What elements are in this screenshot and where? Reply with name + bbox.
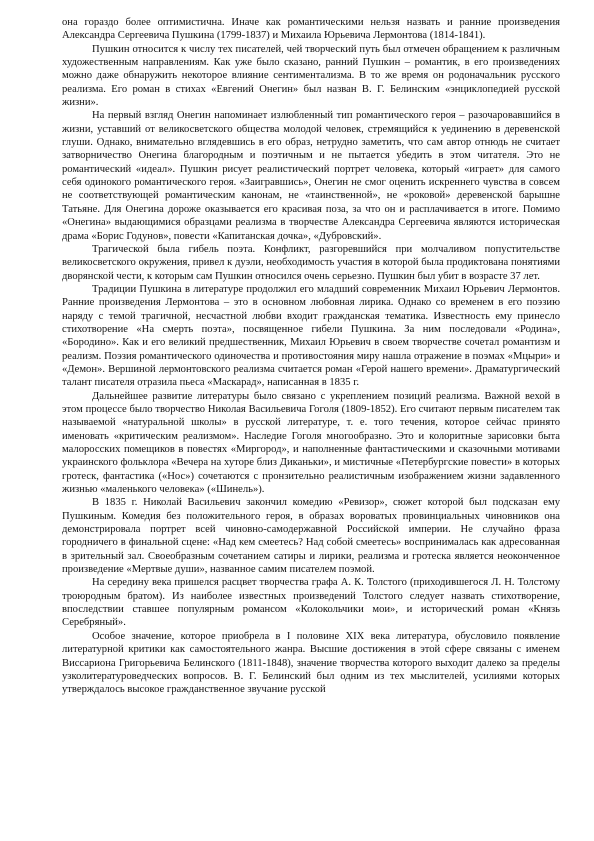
paragraph-lermontov: Традиции Пушкина в литературе продолжил его младший современник Михаил Юрьевич Лермонтов. Ранние произведения Лермонтова – это в основном любовная лирика. Однако со временем в его поэзию наряду с темой трагичной, несчастной любви входит гражданская тематика. Известность ему принесло стихотворение «На смерть поэта», посвященное гибели Пушкина. За ним последовали «Родина», «Бородино». Как и его великий предшественник, Михаил Юрьевич в своем творчестве сочетал романтизм и реализм. Поэзия романтического одиночества и противостояния миру нашла отражение в поэмах «Мцыри» и «Демон». Вершиной лермонтовского реализма считается роман «Герой нашего времени». Драматургический талант писателя отразила пьеса «Маскарад», написанная в 1835 г. (62, 283, 560, 389)
paragraph-literary-criticism: Особое значение, которое приобрела в I половине XIX века литература, обусловило появление литературной критики как самостоятельного жанра. Высшие достижения в этой сфере связаны с именем Виссариона Григорьевича Белинского (1811-1848), значение творчества которого выходит далеко за пределы узколитературоведческих вопросов. В. Г. Белинский был одним из тех мыслителей, усилиями которых утверждалось высокое гражданственное звучание русской (62, 630, 560, 696)
paragraph-romanticism-continued: она гораздо более оптимистична. Иначе как романтическими нельзя назвать и ранние произведения Александра Сергеевича Пушкина (1799-1837) и Михаила Юрьевича Лермонтова (1814-1841). (62, 17, 560, 42)
paragraph-pushkin-death: Трагической была гибель поэта. Конфликт, разгоревшийся при молчаливом попустительстве великосветского окружения, привел к дуэли, необходимость участия в которой была продиктована понятиями дворянской чести, к которым сам Пушкин относился очень серьезно. Пушкин был убит в возрасте 37 лет. (62, 243, 560, 282)
paragraph-onegin: На первый взгляд Онегин напоминает излюбленный тип романтического героя – разочаровавшийся в жизни, уставший от великосветского общества молодой человек, стремящийся к уединению в деревенской глуши. Однако, внимательно вглядевшись в его образ, нетрудно заметить, что сам автор отнюдь не считает затворничество Онегина благородным и поэтичным и не пытается убедить в этом читателя. Это не романтический «идеал». Пушкин рисует реалистический портрет человека, который «играет» для самого себя одинокого романтического героя. «Заигравшись», Онегин не смог оценить искреннего чувства в совсем не соответствующей романтическим канонам, не «таинственной», не «роковой» деревенской барышне Татьяне. Для Онегина дороже оказывается его красивая поза, за что он и расплачивается в итоге. Помимо «Онегина» выдающимися образцами реализма в творчестве Александра Сергеевича являются историческая драма «Борис Годунов», повести «Капитанская дочка», «Дубровский». (62, 110, 560, 242)
paragraph-revizor: В 1835 г. Николай Васильевич закончил комедию «Ревизор», сюжет которой был подсказан ему Пушкиным. Комедия без положительного героя, в образах вороватых провинциальных чиновников она демонстрировала портрет всей чиновно-самодержавной Российской империи. Не случайно фраза городничего в финальной сцене: «Над кем смеетесь? Над собой смеетесь» воспринималась как адресованная в зрительный зал. Своеобразным сочетанием сатиры и лирики, реализма и гротеска является неоконченное произведение «Мертвые души», названное самим писателем поэмой. (62, 497, 560, 576)
paragraph-pushkin-directions: Пушкин относится к числу тех писателей, чей творческий путь был отмечен обращением к различным художественным направлениям. Как уже было сказано, ранний Пушкин – романтик, в его произведениях можно даже обнаружить некоторое влияние сентиментализма. В то же время он родоначальник русского реализма. Его роман в стихах «Евгений Онегин» был назван В. Г. Белинским «энциклопедией русской жизни». (62, 43, 560, 109)
paragraph-a-k-tolstoy: На середину века пришелся расцвет творчества графа А. К. Толстого (приходившегося Л. Н. Толстому троюродным братом). Из наиболее известных произведений Толстого следует назвать стихотворение, впоследствии ставшее популярным романсом «Колокольчики мои», и исторический роман «Князь Серебряный». (62, 577, 560, 629)
paragraph-gogol: Дальнейшее развитие литературы было связано с укреплением позиций реализма. Важной вехой в этом процессе было творчество Николая Васильевича Гоголя (1809-1852). Его считают первым писателем так называемой «натуральной школы» в русской литературе, т. е. того течения, которое сейчас принято именовать «критическим реализмом». Наследие Гоголя многообразно. Это и колоритные зарисовки быта малоросских помещиков в повестях «Миргород», и наполненные фантастическими и сказочными мотивами украинского фольклора «Вечера на хуторе близ Диканьки», и мистичные «Петербургские повести» в которых гротеск, фантастика («Нос») сочетаются с пронзительно реалистичным изображением жизни задавленного жизнью «маленького человека» («Шинель»). (62, 390, 560, 496)
